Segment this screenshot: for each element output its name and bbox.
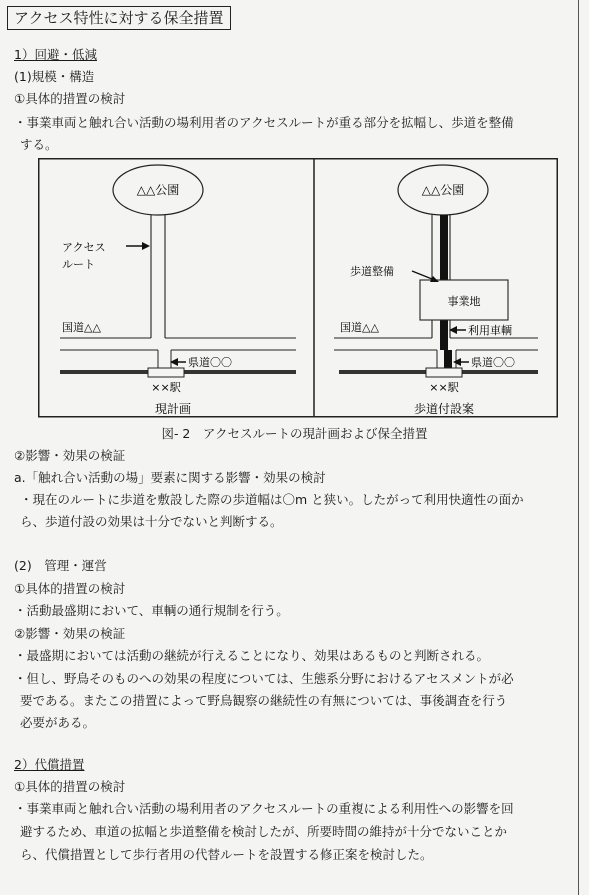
panel-label: 現計画 xyxy=(154,402,192,416)
arrow-icon xyxy=(142,242,150,250)
bullet-text: する。 xyxy=(20,137,58,152)
access-route-label: ルート xyxy=(62,258,95,271)
bullet-text: ・事業車両と触れ合い活動の場利用者のアクセスルートが重る部分を拡幅し、歩道を整備 xyxy=(14,115,514,130)
subsection-heading: (2) 管理・運営 xyxy=(14,558,107,573)
project-site-label: 事業地 xyxy=(447,295,481,308)
national-road-label: 国道△△ xyxy=(340,321,379,334)
left-panel xyxy=(60,165,296,416)
arrow-icon xyxy=(453,358,461,366)
access-route-label: アクセス xyxy=(62,241,106,254)
section-heading: 2）代償措置 xyxy=(14,757,85,772)
station-box xyxy=(148,368,184,377)
panel-label: 歩道付設案 xyxy=(413,402,475,416)
figure-caption: 図- 2 アクセスルートの現計画および保全措置 xyxy=(161,426,428,441)
national-road-label: 国道△△ xyxy=(62,321,101,334)
subsection-heading: (1)規模・構造 xyxy=(14,69,95,84)
sidewalk-label: 歩道整備 xyxy=(350,265,394,278)
station-box xyxy=(426,368,462,377)
item-heading: ①具体的措置の検討 xyxy=(14,91,126,106)
item-heading: ①具体的措置の検討 xyxy=(14,779,126,794)
station-label: ××駅 xyxy=(151,381,181,394)
figure-diagram xyxy=(38,158,558,420)
figure-access-route xyxy=(38,158,558,424)
item-heading: ②影響・効果の検証 xyxy=(14,448,126,463)
right-panel xyxy=(334,165,538,416)
sidewalk-bar xyxy=(440,338,448,350)
park-label: △△公園 xyxy=(136,183,180,197)
bullet-text: ・事業車両と触れ合い活動の場利用者のアクセスルートの重複による利用性への影響を回 xyxy=(14,801,514,816)
bullet-text: ら、代償措置として歩行者用の代替ルートを設置する修正案を検討した。 xyxy=(20,847,433,862)
arrow-line xyxy=(412,271,432,279)
page-title: アクセス特性に対する保全措置 xyxy=(7,6,231,30)
item-heading: ②影響・効果の検証 xyxy=(14,626,126,641)
bullet-text: 要である。またこの措置によって野鳥観察の継続性の有無については、事後調査を行う xyxy=(20,693,508,708)
bullet-text: ・活動最盛期において、車輌の通行規制を行う。 xyxy=(14,603,289,618)
item-heading: ①具体的措置の検討 xyxy=(14,581,126,596)
pref-road-label: 県道〇〇 xyxy=(188,356,232,369)
bullet-text: 必要がある。 xyxy=(20,715,96,730)
pref-road-label: 県道〇〇 xyxy=(471,356,515,369)
section-heading: 1）回避・低減 xyxy=(14,47,97,62)
bullet-text: ・現在のルートに歩道を敷設した際の歩道幅は〇m と狭い。したがって利用快適性の面か xyxy=(20,492,524,507)
vehicle-label: 利用車輌 xyxy=(468,324,512,337)
bullet-text: ら、歩道付設の効果は十分でないと判断する。 xyxy=(20,514,283,529)
item-subheading: a.「触れ合い活動の場」要素に関する影響・効果の検討 xyxy=(14,470,326,485)
sidewalk-bar xyxy=(444,350,452,370)
station-label: ××駅 xyxy=(429,381,459,394)
park-label: △△公園 xyxy=(421,183,465,197)
bullet-text: ・最盛期においては活動の継続が行えることになり、効果はあるものと判断される。 xyxy=(14,648,490,663)
page-edge xyxy=(578,0,579,895)
bullet-text: ・但し、野鳥そのものへの効果の程度については、生態系分野におけるアセスメントが必 xyxy=(14,671,514,686)
bullet-text: 避するため、車道の拡幅と歩道整備を検討したが、所要時間の維持が十分でないことか xyxy=(20,824,508,839)
